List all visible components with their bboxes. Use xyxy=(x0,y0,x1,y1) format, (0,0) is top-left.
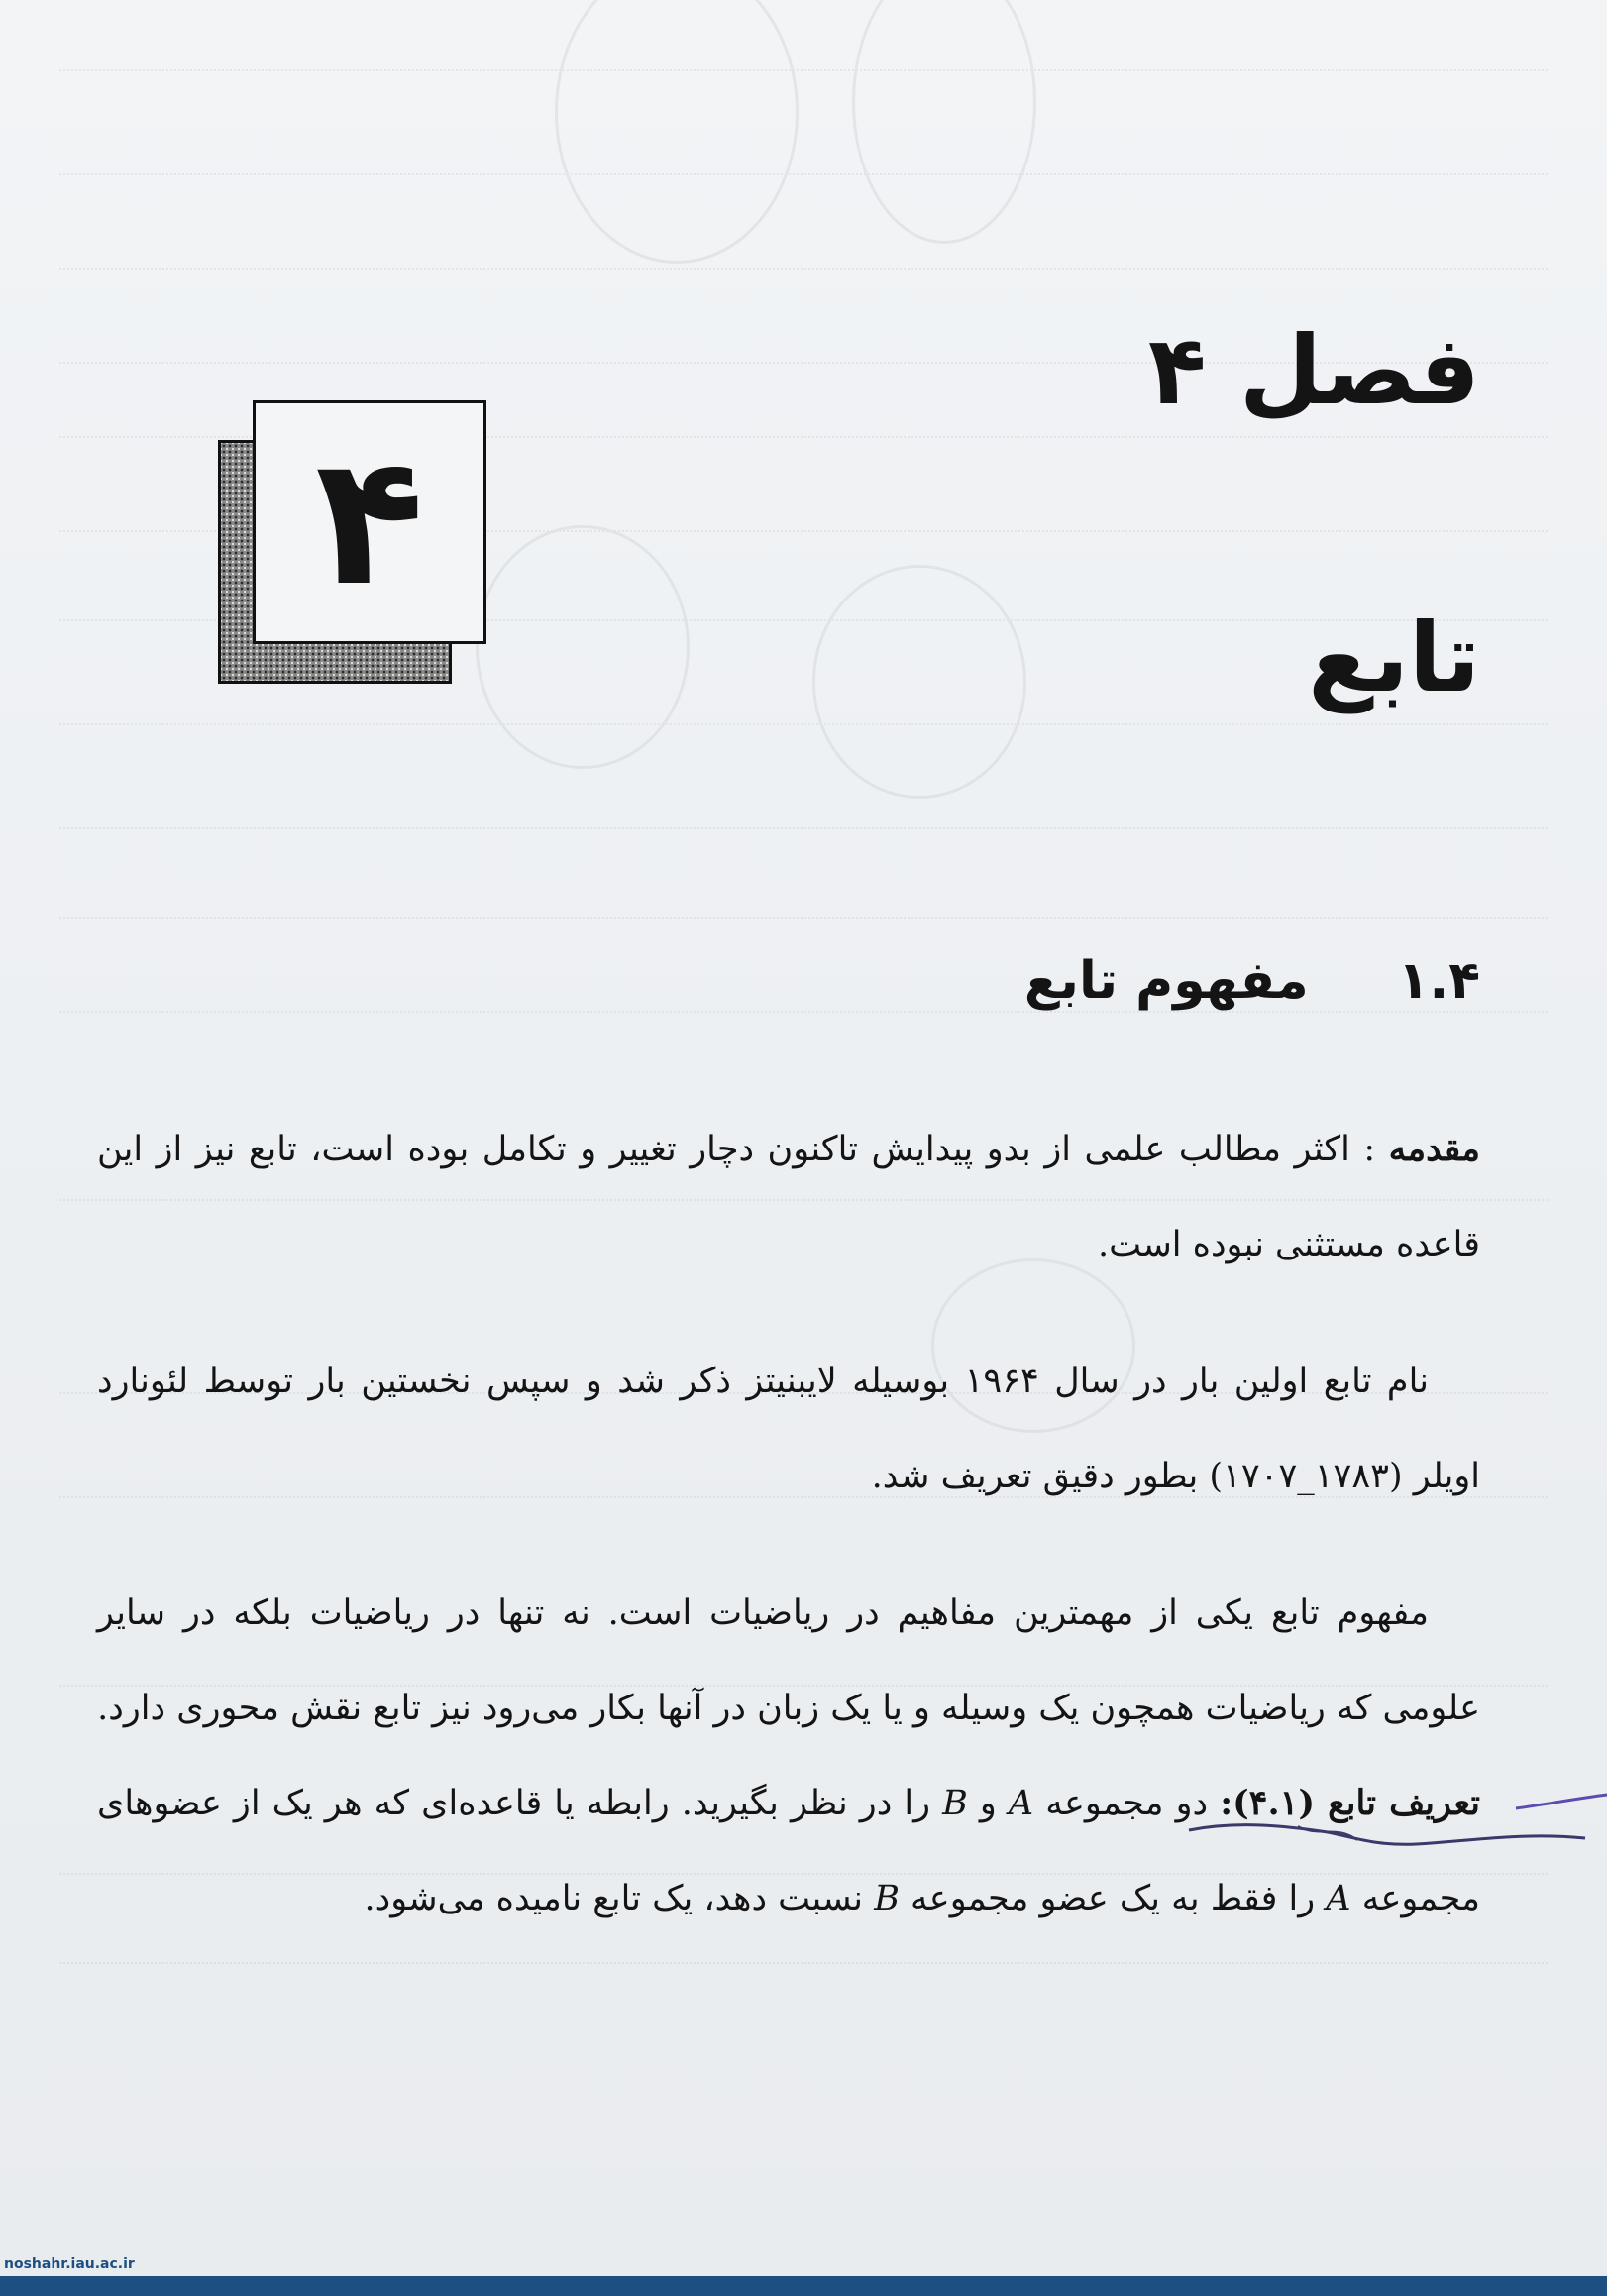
chapter-number-box xyxy=(218,400,485,678)
definition-part1: دو مجموعه xyxy=(1033,1784,1221,1823)
set-b-second: B xyxy=(874,1879,900,1918)
set-b: B xyxy=(942,1784,968,1823)
chapter-title: تابع xyxy=(1308,602,1480,713)
chapter-heading: فصل ۴ xyxy=(1147,315,1480,426)
chapter-number: ۴ xyxy=(315,418,424,625)
section-number: ۱.۴ xyxy=(1397,951,1480,1011)
intro-text: : اکثر مطالب علمی از بدو پیدایش تاکنون دچار تغییر و تکامل بوده است، تابع نیز از این قاعده مستثنی نبوده است. xyxy=(97,1130,1480,1264)
pen-annotation xyxy=(1179,1769,1607,1888)
definition-and: و xyxy=(967,1784,1009,1823)
importance-paragraph: مفهوم تابع یکی از مهمترین مفاهیم در ریاضیات است. نه تنها در ریاضیات بلکه در سایر علومی که ریاضیات همچون یک وسیله و یا یک زبان در آنها بکار می‌رود نیز تابع نقش محوری دارد. xyxy=(97,1593,1480,1728)
history-paragraph: نام تابع اولین بار در سال ۱۹۶۴ بوسیله لایبنیتز ذکر شد و سپس نخستین بار توسط لئونارد اویلر (۱۷۸۳_۱۷۰۷) بطور دقیق تعریف شد. xyxy=(97,1362,1480,1496)
section-heading xyxy=(1024,951,1480,1011)
definition-part3: را فقط به یک عضو مجموعه xyxy=(899,1879,1327,1918)
set-a-second: A xyxy=(1326,1879,1351,1918)
footer-bar xyxy=(0,2276,1607,2296)
box-front xyxy=(253,400,486,644)
definition-part4: نسبت دهد، یک تابع نامیده می‌شود. xyxy=(364,1879,875,1918)
intro-paragraph xyxy=(97,1102,1480,1292)
intro-label: مقدمه xyxy=(1388,1129,1480,1169)
definition-part2: را در نظر بگیرید. رابطه یا قاعده‌ای که هر یک از عضوهای مجموعه xyxy=(97,1784,1480,1918)
footer-url: noshahr.iau.ac.ir xyxy=(4,2256,135,2272)
section-title: مفهوم تابع xyxy=(1023,951,1309,1011)
definition-label: تعریف تابع (۴.۱): xyxy=(1220,1783,1480,1823)
set-a: A xyxy=(1008,1784,1034,1823)
